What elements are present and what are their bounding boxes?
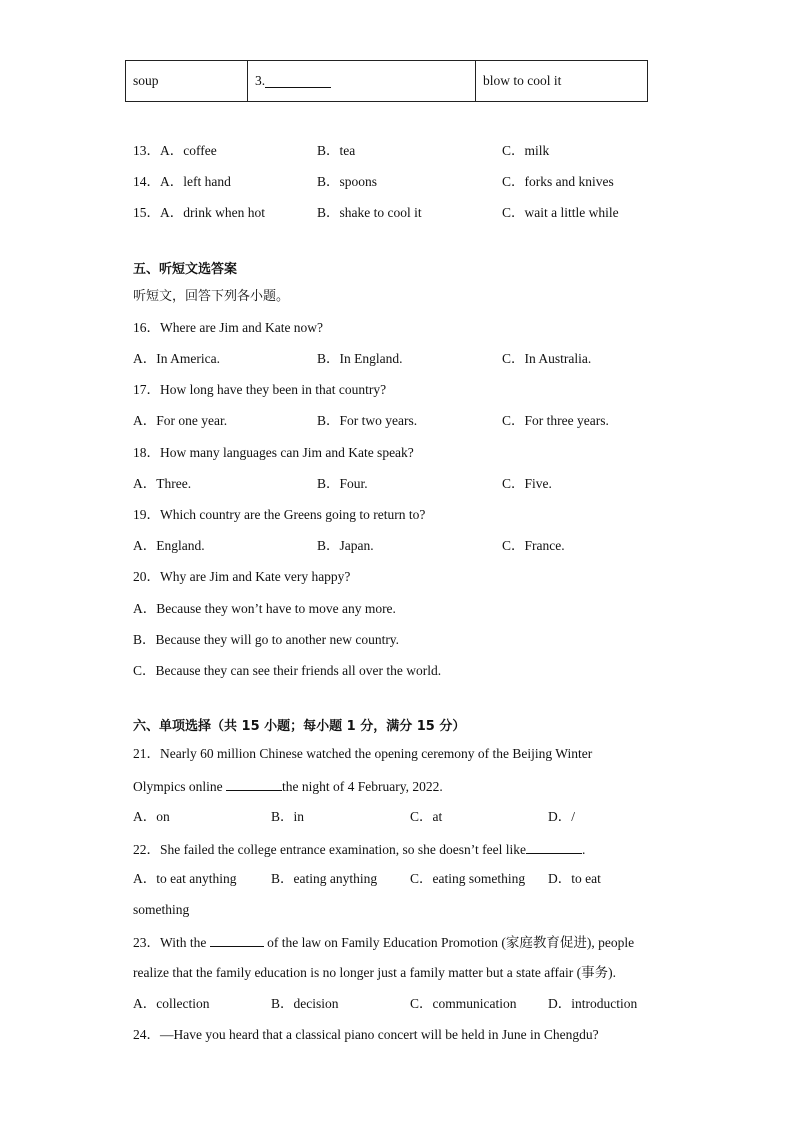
q19-option-b: B．Japan.	[317, 538, 374, 553]
table-cell-food-text: soup	[133, 73, 159, 88]
q13-option-a: 13．A．coffee	[133, 143, 217, 158]
q17-stem: 17．How long have they been in that country?	[133, 382, 387, 397]
answer-blank	[226, 778, 282, 791]
q23-option-a: A．collection	[133, 996, 210, 1011]
q13-option-c: C．milk	[502, 143, 550, 158]
q23-stem-line2: realize that the family education is no longer just a family matter but a state affair (事务).	[133, 965, 616, 980]
section-5-instruction: 听短文，回答下列各小题。	[133, 289, 290, 304]
q21-option-c: C．at	[410, 809, 443, 824]
q20-option-c: C．Because they can see their friends all over the world.	[133, 663, 442, 678]
q17-option-a: A．For one year.	[133, 413, 228, 428]
table-cell-method-text: blow to cool it	[483, 73, 562, 88]
q16-option-c: C．In Australia.	[502, 351, 592, 366]
q23-stem-line1: 23．With the of the law on Family Education Promotion (家庭教育促进), people	[133, 935, 635, 950]
q18-stem: 18．How many languages can Jim and Kate speak?	[133, 445, 414, 460]
q20-option-a: A．Because they won’t have to move any more.	[133, 601, 396, 616]
q22-option-d: D．to eat	[548, 871, 601, 886]
q21-option-d: D．/	[548, 809, 575, 824]
q23-option-b: B．decision	[271, 996, 339, 1011]
q16-option-b: B．In England.	[317, 351, 403, 366]
table-cell-method	[476, 61, 647, 101]
q24-stem: 24．—Have you heard that a classical piano concert will be held in June in Chengdu?	[133, 1027, 599, 1042]
q18-option-c: C．Five.	[502, 476, 552, 491]
q21-stem-line2: Olympics online the night of 4 February, 2022.	[133, 779, 443, 794]
q22-option-a: A．to eat anything	[133, 871, 237, 886]
q20-stem: 20．Why are Jim and Kate very happy?	[133, 569, 351, 584]
q23-option-d: D．introduction	[548, 996, 638, 1011]
answer-blank	[210, 934, 264, 947]
q13-option-b: B．tea	[317, 143, 356, 158]
answer-blank	[526, 841, 582, 854]
q18-option-b: B．Four.	[317, 476, 368, 491]
q19-stem: 19．Which country are the Greens going to return to?	[133, 507, 426, 522]
q14-option-c: C．forks and knives	[502, 174, 614, 189]
q21-option-a: A．on	[133, 809, 170, 824]
q19-option-a: A．England.	[133, 538, 205, 553]
q14-option-a: 14．A．left hand	[133, 174, 231, 189]
answer-table	[125, 60, 648, 102]
q19-option-c: C．France.	[502, 538, 565, 553]
q21-stem-line1: 21．Nearly 60 million Chinese watched the opening ceremony of the Beijing Winter	[133, 746, 593, 761]
table-cell-food	[126, 61, 247, 101]
section-6-title: 六、单项选择（共 15 小题；每小题 1 分，满分 15 分）	[133, 719, 466, 734]
q15-option-b: B．shake to cool it	[317, 205, 422, 220]
q15-option-a: 15．A．drink when hot	[133, 205, 265, 220]
table-cell-number: 3.	[255, 73, 266, 88]
q17-option-c: C．For three years.	[502, 413, 609, 428]
answer-blank	[265, 75, 331, 88]
q16-option-a: A．In America.	[133, 351, 220, 366]
q22-option-c: C．eating something	[410, 871, 526, 886]
q20-option-b: B．Because they will go to another new country.	[133, 632, 400, 647]
q22-option-d-continued: something	[133, 902, 190, 917]
q22-option-b: B．eating anything	[271, 871, 378, 886]
q16-stem: 16．Where are Jim and Kate now?	[133, 320, 324, 335]
q22-stem: 22．She failed the college entrance examination, so she doesn’t feel like .	[133, 842, 586, 857]
q15-option-c: C．wait a little while	[502, 205, 619, 220]
q14-option-b: B．spoons	[317, 174, 378, 189]
table-cell-blank	[248, 61, 475, 101]
q21-option-b: B．in	[271, 809, 305, 824]
section-5-title: 五、听短文选答案	[133, 262, 238, 277]
q18-option-a: A．Three.	[133, 476, 192, 491]
q17-option-b: B．For two years.	[317, 413, 418, 428]
q23-option-c: C．communication	[410, 996, 517, 1011]
